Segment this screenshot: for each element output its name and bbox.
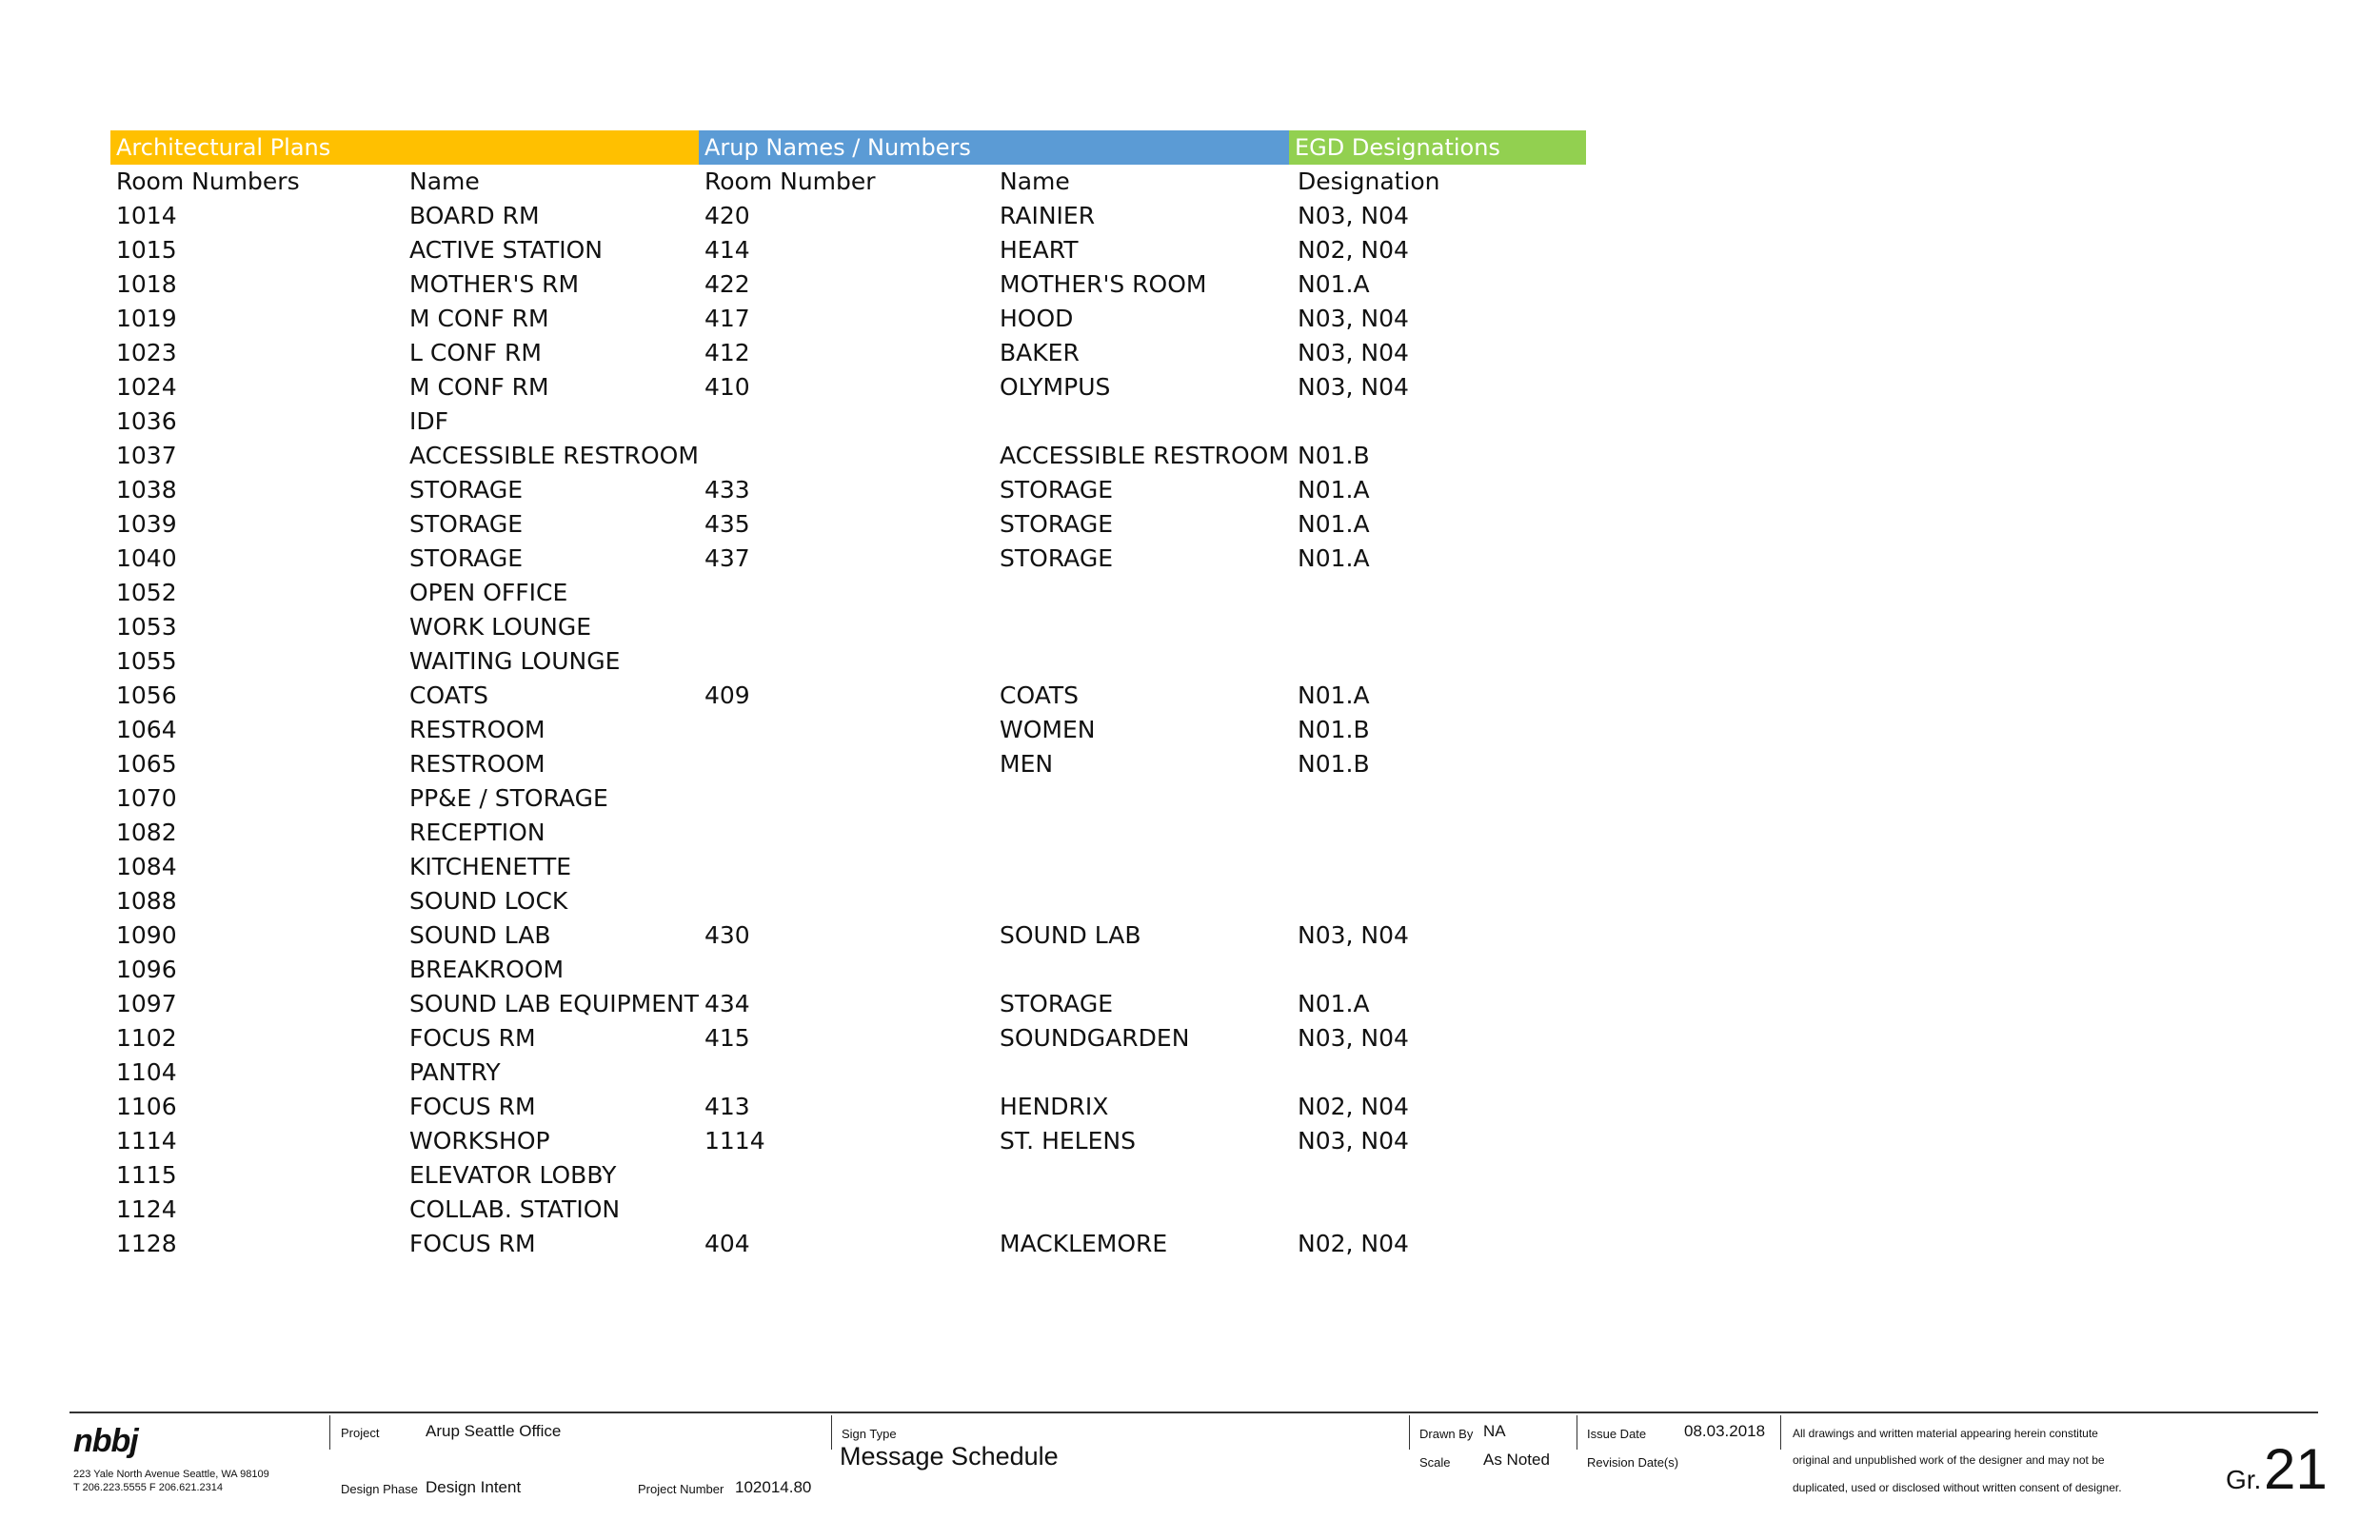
cell-arup-room-number: 413 (704, 1093, 750, 1120)
cell-room-name: FOCUS RM (409, 1024, 536, 1052)
table-row (110, 1124, 1586, 1158)
column-header-arup-name: Name (1000, 168, 1070, 195)
cell-arup-name: COATS (1000, 681, 1079, 709)
cell-designation: N01.B (1298, 716, 1370, 743)
cell-room-name: FOCUS RM (409, 1230, 536, 1257)
address-street: 223 Yale North Avenue Seattle, WA 98109 (73, 1469, 269, 1480)
table-row (110, 610, 1586, 644)
cell-designation: N01.A (1298, 476, 1370, 503)
cell-room-name: MOTHER'S RM (409, 270, 580, 298)
cell-room-number: 1102 (116, 1024, 177, 1052)
cell-room-number: 1014 (116, 202, 177, 229)
cell-designation (1292, 1193, 1586, 1227)
cell-arup-name: HEART (1000, 236, 1079, 264)
column-header-row (110, 165, 1586, 199)
cell-designation (1292, 884, 1586, 918)
cell-designation: N01.A (1298, 510, 1370, 538)
cell-room-number: 1024 (116, 373, 177, 401)
cell-room-number: 1114 (116, 1127, 177, 1155)
column-header-room-numbers: Room Numbers (116, 168, 300, 195)
cell-arup-name (994, 1158, 1292, 1193)
copyright-notice-line-2: original and unpublished work of the designer and may not be (1793, 1453, 2105, 1467)
cell-designation: N03, N04 (1298, 921, 1409, 949)
cell-arup-room-number (699, 850, 994, 884)
cell-arup-name: SOUND LAB (1000, 921, 1141, 949)
cell-arup-room-number (699, 644, 994, 679)
cell-room-name: IDF (409, 407, 449, 435)
cell-arup-room-number (699, 1158, 994, 1193)
cell-room-number: 1088 (116, 887, 177, 915)
table-row (110, 267, 1586, 302)
cell-arup-room-number: 434 (704, 990, 750, 1017)
cell-room-number: 1106 (116, 1093, 177, 1120)
table-row (110, 1090, 1586, 1124)
address-phone: T 206.223.5555 F 206.621.2314 (73, 1482, 223, 1493)
sign-type-value: Message Schedule (840, 1442, 1059, 1471)
cell-arup-name: ST. HELENS (1000, 1127, 1136, 1155)
table-row (110, 233, 1586, 267)
cell-arup-room-number (699, 747, 994, 781)
divider (831, 1415, 832, 1450)
cell-arup-room-number: 430 (704, 921, 750, 949)
table-row (110, 884, 1586, 918)
cell-arup-room-number: 409 (704, 681, 750, 709)
cell-room-number: 1082 (116, 819, 177, 846)
table-row (110, 1056, 1586, 1090)
table-row (110, 850, 1586, 884)
cell-room-name: M CONF RM (409, 305, 549, 332)
cell-arup-room-number: 410 (704, 373, 750, 401)
table-row (110, 370, 1586, 405)
scale-label: Scale (1419, 1455, 1451, 1470)
copyright-notice-line-1: All drawings and written material appearing herein constitute (1793, 1427, 2098, 1440)
table-row (110, 1158, 1586, 1193)
cell-room-number: 1115 (116, 1161, 177, 1189)
cell-arup-name (994, 850, 1292, 884)
issue-date-label: Issue Date (1587, 1427, 1647, 1441)
cell-arup-room-number: 415 (704, 1024, 750, 1052)
project-value: Arup Seattle Office (426, 1422, 562, 1440)
cell-room-name: KITCHENETTE (409, 853, 572, 880)
cell-room-name: STORAGE (409, 544, 524, 572)
cell-arup-room-number (699, 439, 994, 473)
cell-arup-name: STORAGE (1000, 476, 1114, 503)
cell-room-number: 1084 (116, 853, 177, 880)
cell-arup-room-number (699, 576, 994, 610)
cell-arup-room-number (699, 610, 994, 644)
cell-room-number: 1019 (116, 305, 177, 332)
cell-designation (1292, 850, 1586, 884)
cell-room-number: 1055 (116, 647, 177, 675)
table-row (110, 1227, 1586, 1261)
cell-room-number: 1018 (116, 270, 177, 298)
table-row (110, 542, 1586, 576)
cell-room-number: 1104 (116, 1058, 177, 1086)
divider (1409, 1415, 1410, 1450)
cell-designation: N03, N04 (1298, 1127, 1409, 1155)
group-arup-names-numbers: Arup Names / Numbers (699, 130, 1289, 165)
cell-arup-name (994, 405, 1292, 439)
cell-arup-name (994, 1193, 1292, 1227)
table-row (110, 507, 1586, 542)
cell-arup-name: MOTHER'S ROOM (1000, 270, 1207, 298)
cell-arup-room-number: 1114 (704, 1127, 765, 1155)
design-phase-value: Design Intent (426, 1478, 522, 1496)
cell-room-number: 1040 (116, 544, 177, 572)
cell-room-name: SOUND LOCK (409, 887, 568, 915)
cell-designation (1292, 781, 1586, 816)
cell-arup-name: STORAGE (1000, 510, 1114, 538)
cell-designation: N03, N04 (1298, 305, 1409, 332)
cell-arup-name: MACKLEMORE (1000, 1230, 1168, 1257)
table-row (110, 816, 1586, 850)
cell-arup-name: STORAGE (1000, 990, 1114, 1017)
cell-designation (1292, 405, 1586, 439)
cell-arup-room-number (699, 781, 994, 816)
cell-designation: N01.B (1298, 750, 1370, 778)
drawn-by-value: NA (1483, 1422, 1506, 1440)
cell-arup-name: ACCESSIBLE RESTROOM (1000, 442, 1289, 469)
sheet-number: 21 (2264, 1437, 2328, 1501)
cell-arup-name: BAKER (1000, 339, 1080, 366)
cell-arup-room-number (699, 1193, 994, 1227)
table-row (110, 987, 1586, 1021)
cell-arup-name: HOOD (1000, 305, 1074, 332)
cell-arup-name (994, 781, 1292, 816)
table-body (110, 199, 1586, 1261)
cell-arup-room-number (699, 1056, 994, 1090)
project-label: Project (341, 1426, 380, 1440)
table-row (110, 439, 1586, 473)
cell-arup-room-number: 422 (704, 270, 750, 298)
revision-dates-label: Revision Date(s) (1587, 1455, 1679, 1470)
cell-designation: N01.A (1298, 270, 1370, 298)
cell-arup-name: MEN (1000, 750, 1054, 778)
cell-arup-name: SOUNDGARDEN (1000, 1024, 1190, 1052)
cell-arup-room-number (699, 405, 994, 439)
table-row (110, 405, 1586, 439)
cell-designation (1292, 576, 1586, 610)
cell-room-number: 1039 (116, 510, 177, 538)
cell-arup-name (994, 1056, 1292, 1090)
cell-arup-name: HENDRIX (1000, 1093, 1109, 1120)
cell-arup-room-number: 417 (704, 305, 750, 332)
group-architectural-plans: Architectural Plans (110, 130, 699, 165)
firm-address (73, 1468, 269, 1494)
cell-arup-room-number (699, 713, 994, 747)
scale-value: As Noted (1483, 1451, 1550, 1469)
cell-room-name: ELEVATOR LOBBY (409, 1161, 617, 1189)
cell-room-name: L CONF RM (409, 339, 542, 366)
cell-room-number: 1036 (116, 407, 177, 435)
table-row (110, 713, 1586, 747)
cell-designation (1292, 953, 1586, 987)
table-row (110, 747, 1586, 781)
cell-room-name: M CONF RM (409, 373, 549, 401)
cell-room-name: SOUND LAB EQUIPMENT (409, 990, 699, 1017)
table-row (110, 336, 1586, 370)
design-phase-label: Design Phase (341, 1482, 418, 1496)
cell-room-number: 1053 (116, 613, 177, 641)
cell-room-name: PP&E / STORAGE (409, 784, 608, 812)
cell-room-name: WAITING LOUNGE (409, 647, 621, 675)
cell-arup-name (994, 644, 1292, 679)
cell-arup-name: STORAGE (1000, 544, 1114, 572)
cell-room-name: PANTRY (409, 1058, 501, 1086)
cell-arup-room-number: 412 (704, 339, 750, 366)
table-row (110, 302, 1586, 336)
cell-designation: N01.A (1298, 990, 1370, 1017)
table-row (110, 644, 1586, 679)
cell-designation: N03, N04 (1298, 373, 1409, 401)
cell-room-name: RESTROOM (409, 716, 545, 743)
cell-designation: N03, N04 (1298, 202, 1409, 229)
table-row (110, 473, 1586, 507)
cell-room-name: COLLAB. STATION (409, 1195, 621, 1223)
cell-arup-room-number: 437 (704, 544, 750, 572)
cell-room-number: 1064 (116, 716, 177, 743)
divider (1780, 1415, 1781, 1450)
group-egd-designations: EGD Designations (1289, 130, 1586, 165)
table-row (110, 918, 1586, 953)
table-row (110, 953, 1586, 987)
cell-arup-room-number: 435 (704, 510, 750, 538)
cell-room-number: 1052 (116, 579, 177, 606)
cell-arup-name (994, 610, 1292, 644)
cell-arup-name (994, 576, 1292, 610)
cell-arup-room-number: 414 (704, 236, 750, 264)
column-header-name: Name (409, 168, 480, 195)
cell-room-name: OPEN OFFICE (409, 579, 568, 606)
cell-arup-room-number: 404 (704, 1230, 750, 1257)
cell-room-number: 1124 (116, 1195, 177, 1223)
cell-room-name: FOCUS RM (409, 1093, 536, 1120)
cell-room-name: RESTROOM (409, 750, 545, 778)
cell-designation: N02, N04 (1298, 1230, 1409, 1257)
cell-designation (1292, 610, 1586, 644)
column-header-room-number: Room Number (704, 168, 876, 195)
table-row (110, 679, 1586, 713)
cell-designation: N01.A (1298, 681, 1370, 709)
cell-arup-room-number (699, 884, 994, 918)
cell-room-name: ACCESSIBLE RESTROOM (409, 442, 699, 469)
cell-arup-name (994, 816, 1292, 850)
cell-room-number: 1090 (116, 921, 177, 949)
cell-arup-name: WOMEN (1000, 716, 1096, 743)
cell-room-name: BREAKROOM (409, 956, 565, 983)
cell-room-number: 1070 (116, 784, 177, 812)
project-number-label: Project Number (638, 1482, 724, 1496)
cell-room-number: 1015 (116, 236, 177, 264)
cell-room-name: WORK LOUNGE (409, 613, 591, 641)
cell-room-name: SOUND LAB (409, 921, 551, 949)
copyright-notice-line-3: duplicated, used or disclosed without written consent of designer. (1793, 1481, 2122, 1494)
cell-room-name: WORKSHOP (409, 1127, 550, 1155)
cell-arup-room-number: 433 (704, 476, 750, 503)
cell-arup-name (994, 884, 1292, 918)
cell-room-number: 1056 (116, 681, 177, 709)
cell-designation (1292, 644, 1586, 679)
cell-designation: N03, N04 (1298, 1024, 1409, 1052)
table-row (110, 1021, 1586, 1056)
cell-arup-name: OLYMPUS (1000, 373, 1111, 401)
group-header-row (110, 130, 1586, 165)
project-number-value: 102014.80 (735, 1478, 812, 1496)
cell-designation (1292, 1056, 1586, 1090)
column-header-designation: Designation (1298, 168, 1440, 195)
cell-arup-name (994, 953, 1292, 987)
sheet-prefix: Gr. (2226, 1465, 2262, 1494)
cell-room-number: 1065 (116, 750, 177, 778)
cell-arup-room-number (699, 953, 994, 987)
cell-arup-room-number: 420 (704, 202, 750, 229)
cell-room-number: 1038 (116, 476, 177, 503)
message-schedule-table (110, 130, 1586, 1261)
cell-room-name: RECEPTION (409, 819, 545, 846)
cell-arup-room-number (699, 816, 994, 850)
nbbj-logo: nbbj (73, 1423, 138, 1459)
title-block (69, 1412, 2328, 1509)
table-row (110, 1193, 1586, 1227)
cell-room-name: STORAGE (409, 476, 524, 503)
cell-room-number: 1023 (116, 339, 177, 366)
divider (329, 1415, 330, 1450)
cell-room-number: 1097 (116, 990, 177, 1017)
sign-type-label: Sign Type (842, 1427, 897, 1441)
cell-designation: N01.A (1298, 544, 1370, 572)
cell-designation: N03, N04 (1298, 339, 1409, 366)
cell-designation (1292, 816, 1586, 850)
cell-designation: N02, N04 (1298, 1093, 1409, 1120)
cell-arup-name: RAINIER (1000, 202, 1096, 229)
cell-room-name: BOARD RM (409, 202, 540, 229)
drawn-by-label: Drawn By (1419, 1427, 1474, 1441)
cell-room-number: 1128 (116, 1230, 177, 1257)
cell-designation (1292, 1158, 1586, 1193)
cell-room-number: 1037 (116, 442, 177, 469)
table-row (110, 576, 1586, 610)
table-row (110, 199, 1586, 233)
cell-room-number: 1096 (116, 956, 177, 983)
cell-room-name: COATS (409, 681, 488, 709)
cell-designation: N02, N04 (1298, 236, 1409, 264)
table-row (110, 781, 1586, 816)
cell-designation: N01.B (1298, 442, 1370, 469)
issue-date-value: 08.03.2018 (1684, 1422, 1766, 1440)
cell-room-name: ACTIVE STATION (409, 236, 603, 264)
cell-room-name: STORAGE (409, 510, 524, 538)
